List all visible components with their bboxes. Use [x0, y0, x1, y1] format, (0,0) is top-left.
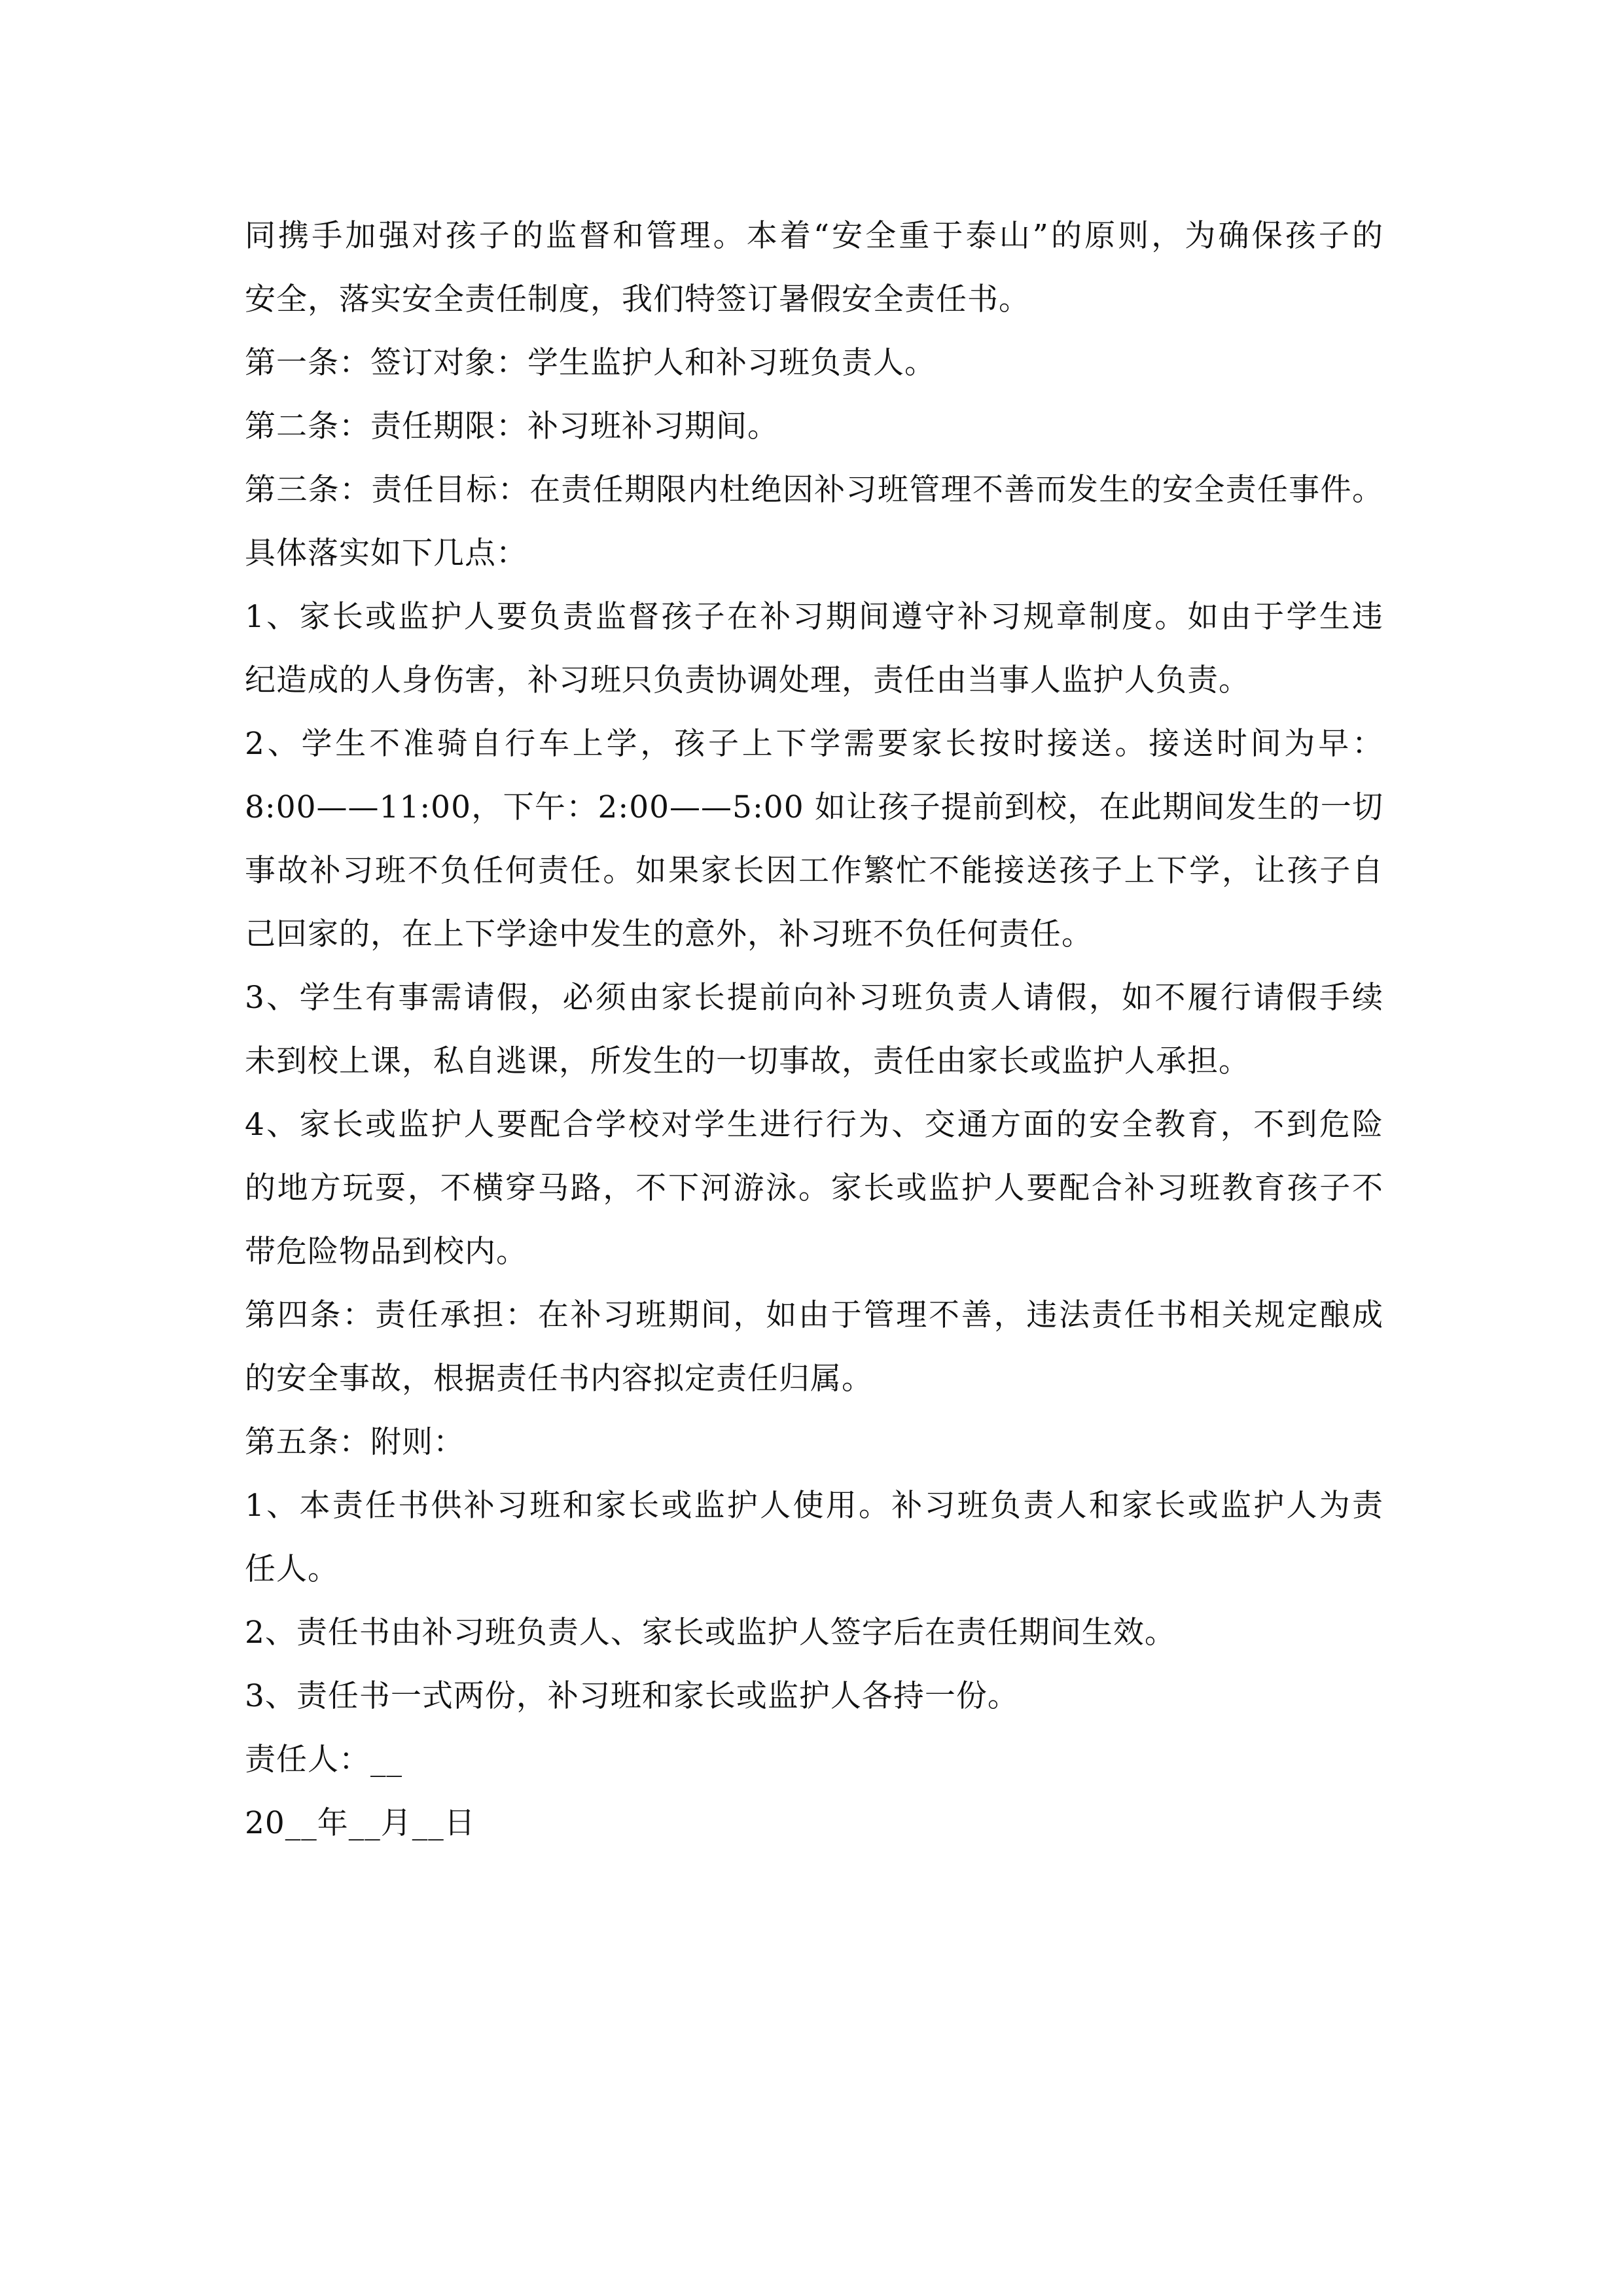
item-line: 己回家的，在上下学途中发生的意外，补习班不负任何责任。	[245, 916, 1093, 952]
clause-four-line: 第四条：责任承担：在补习班期间，如由于管理不善，违法责任书相关规定酿成	[245, 1297, 1383, 1333]
clause-two-line: 第二条：责任期限：补习班补习期间。	[245, 408, 779, 444]
paragraph-line: 具体落实如下几点：	[245, 535, 527, 571]
item-line: 2、学生不准骑自行车上学，孩子上下学需要家长按时接送。接送时间为早：	[245, 726, 1383, 762]
appendix-item-line: 任人。	[245, 1551, 339, 1587]
clause-four-line: 的安全事故，根据责任书内容拟定责任归属。	[245, 1361, 873, 1397]
clause-one-line: 第一条：签订对象：学生监护人和补习班负责人。	[245, 345, 936, 381]
paragraph-line: 同携手加强对孩子的监督和管理。本着“安全重于泰山”的原则，为确保孩子的	[245, 218, 1383, 254]
appendix-item-line: 1、本责任书供补习班和家长或监护人使用。补习班负责人和家长或监护人为责	[245, 1488, 1383, 1524]
item-line: 的地方玩耍，不横穿马路，不下河游泳。家长或监护人要配合补习班教育孩子不	[245, 1170, 1383, 1206]
signature-field: 责任人：__	[245, 1742, 402, 1778]
item-line: 3、学生有事需请假，必须由家长提前向补习班负责人请假，如不履行请假手续	[245, 980, 1383, 1016]
paragraph-line: 安全，落实安全责任制度，我们特签订暑假安全责任书。	[245, 281, 1030, 317]
clause-five-line: 第五条：附则：	[245, 1424, 465, 1460]
item-line: 未到校上课，私自逃课，所发生的一切事故，责任由家长或监护人承担。	[245, 1043, 1250, 1079]
appendix-item-line: 2、责任书由补习班负责人、家长或监护人签字后在责任期间生效。	[245, 1615, 1176, 1651]
item-line: 8:00——11:00，下午：2:00——5:00 如让孩子提前到校，在此期间发生的一切	[245, 789, 1383, 825]
item-line: 带危险物品到校内。	[245, 1234, 527, 1270]
item-line: 4、家长或监护人要配合学校对学生进行行为、交通方面的安全教育，不到危险	[245, 1107, 1383, 1143]
item-line: 事故补习班不负任何责任。如果家长因工作繁忙不能接送孩子上下学，让孩子自	[245, 853, 1383, 889]
document-body	[245, 204, 1383, 1855]
appendix-item-line: 3、责任书一式两份，补习班和家长或监护人各持一份。	[245, 1678, 1019, 1714]
item-line: 纪造成的人身伤害，补习班只负责协调处理，责任由当事人监护人负责。	[245, 662, 1250, 698]
date-field: 20__年__月__日	[245, 1805, 476, 1841]
item-line: 1、家长或监护人要负责监督孩子在补习期间遵守补习规章制度。如由于学生违	[245, 599, 1383, 635]
clause-three-line: 第三条：责任目标：在责任期限内杜绝因补习班管理不善而发生的安全责任事件。	[245, 472, 1383, 508]
